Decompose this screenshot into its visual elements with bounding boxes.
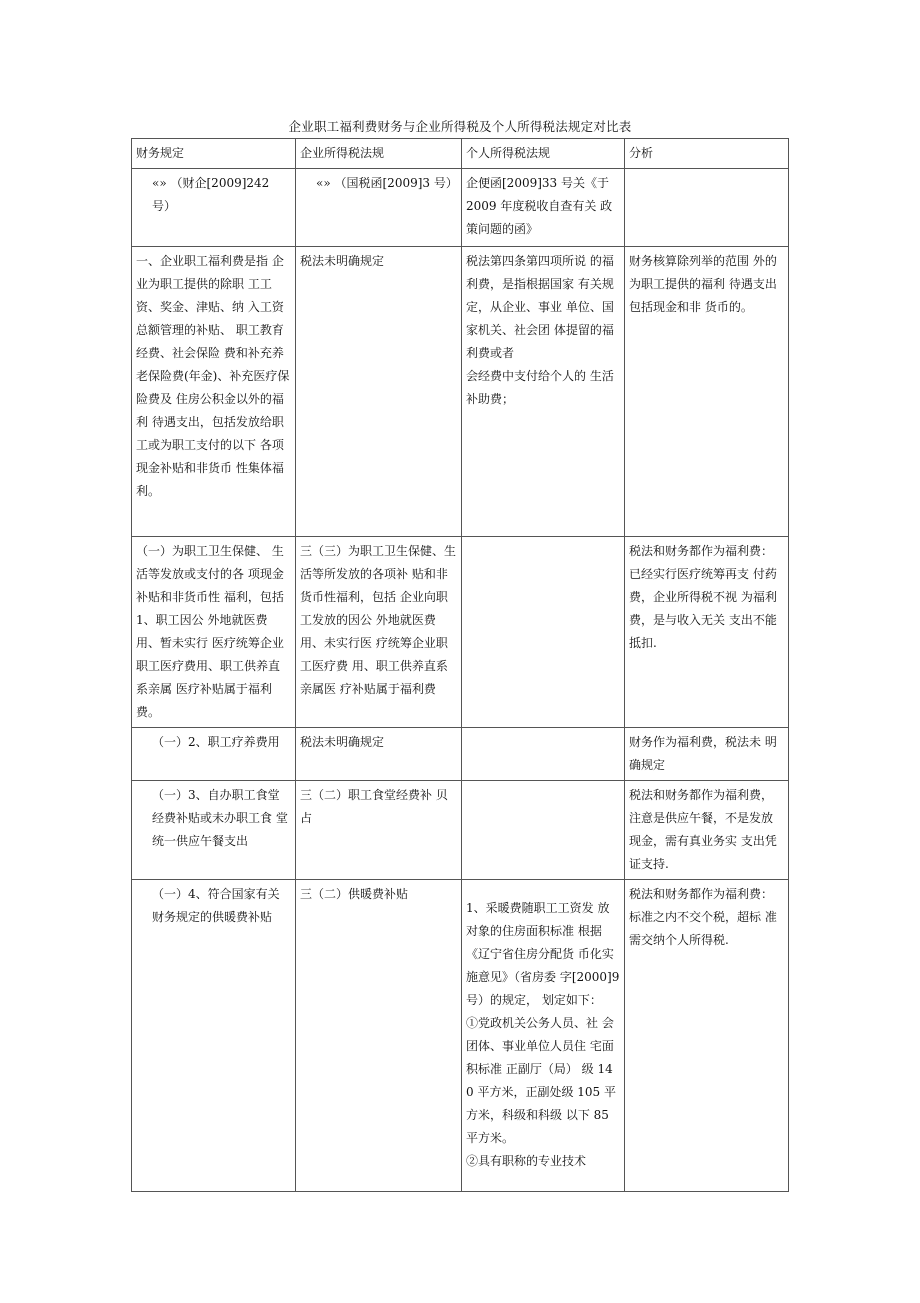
- analysis-line: 标准之内不交个税，超标 准需交纳个人所得税.: [629, 910, 777, 947]
- analysis-cell: [625, 537, 789, 728]
- corp-tax-cell: 税法未明确规定: [296, 728, 462, 781]
- personal-tax-cell: [462, 880, 625, 1192]
- personal-tax-line: ①党政机关公务人员、社 会团体、事业单位人员住 宅面积标准 正副厅（局） 级 140 平方米，正副处级 105 平方米，科级和科级 以下 85 平方米。: [466, 1016, 616, 1145]
- finance-cell: «» （财企[2009]242 号）: [132, 169, 296, 247]
- table-row: [132, 169, 789, 247]
- analysis-cell: 税法和财务都作为福利费，注意是供应午餐，不是发放现金，需有真业务实 支出凭证支持.: [625, 781, 789, 880]
- analysis-cell: 财务核算除列举的范围 外的为职工提供的福利 待遇支出包括现金和非 货币的。: [625, 247, 789, 537]
- personal-tax-cell: 税法第四条第四项所说 的福利费，是指根据国家 有关规定，从企业、事业 单位、国家机关、社会团 体提留的福利费或者 会经费中支付给个人的 生活补助费；: [462, 247, 625, 537]
- analysis-line: 税法和财务都作为福利费：: [629, 544, 774, 558]
- table-row: [132, 880, 789, 1192]
- table-row: [132, 728, 789, 781]
- header-personal-tax: 个人所得税法规: [462, 139, 625, 169]
- comparison-table: [131, 138, 789, 1192]
- corp-tax-cell: «» （国税函[2009]3 号）: [296, 169, 462, 247]
- analysis-cell: [625, 169, 789, 247]
- analysis-line: 已经实行医疗统筹再支 付药费，企业所得税不视 为福利费，是与收入无关 支出不能抵扣.: [629, 567, 777, 650]
- header-analysis: 分析: [625, 139, 789, 169]
- finance-cell: 一、企业职工福利费是指 企业为职工提供的除职 工工资、奖金、津贴、纳 入工资总额管理的补贴、 职工教育经费、社会保险 费和补充养老保险费(年金)、补充医疗保险费及 住房公积金以外的福利 待遇支出，包括发放给职 工或为职工支付的以下 各项现金补贴和非货币 性集体福利。: [132, 247, 296, 537]
- personal-tax-line: ②具有职称的专业技术: [466, 1154, 587, 1168]
- analysis-cell: [625, 880, 789, 1192]
- finance-cell: （一）4、符合国家有关 财务规定的供暖费补贴: [132, 880, 296, 1192]
- analysis-cell: 财务作为福利费，税法未 明确规定: [625, 728, 789, 781]
- personal-tax-cell: [462, 537, 625, 728]
- finance-cell: （一）2、职工疗养费用: [132, 728, 296, 781]
- header-finance: 财务规定: [132, 139, 296, 169]
- corp-tax-cell: 三（二）职工食堂经费补 贝占: [296, 781, 462, 880]
- corp-tax-cell: 三（三）为职工卫生保健、生活等所发放的各项补 贴和非货币性福利，包括 企业向职工发放的因公 外地就医费用、未实行医 疗统筹企业职工医疗费 用、职工供养直系亲属医 疗补贴属于福利费: [296, 537, 462, 728]
- corp-tax-cell: 税法未明确规定: [296, 247, 462, 537]
- analysis-line: 税法和财务都作为福利费：: [629, 887, 774, 901]
- header-corp-tax: 企业所得税法规: [296, 139, 462, 169]
- table-row: [132, 781, 789, 880]
- corp-tax-cell: 三（二）供暖费补贴: [296, 880, 462, 1192]
- table-header-row: [132, 139, 789, 169]
- personal-tax-line: 1、采暖费随职工工资发 放对象的住房面积标准 根据《辽宁省住房分配货 币化实施意见》（省房委 字[2000]9 号）的规定， 划定如下：: [466, 901, 620, 1007]
- table-row: [132, 247, 789, 537]
- document-title: 企业职工福利费财务与企业所得税及个人所得税法规定对比表: [288, 119, 632, 134]
- finance-cell: （一）3、自办职工食堂 经费补贴或未办职工食 堂统一供应午餐支出: [132, 781, 296, 880]
- personal-tax-cell: 企便函[2009]33 号关《于 2009 年度税收自查有关 政策问题的函》: [462, 169, 625, 247]
- personal-tax-cell: [462, 728, 625, 781]
- finance-cell: （一）为职工卫生保健、 生活等发放或支付的各 项现金补贴和非货币性 福利，包括1、职工因公 外地就医费用、暂未实行 医疗统筹企业职工医疗费用、职工供养直系亲属 医疗补贴属于福利费。: [132, 537, 296, 728]
- table-row: [132, 537, 789, 728]
- personal-tax-cell: [462, 781, 625, 880]
